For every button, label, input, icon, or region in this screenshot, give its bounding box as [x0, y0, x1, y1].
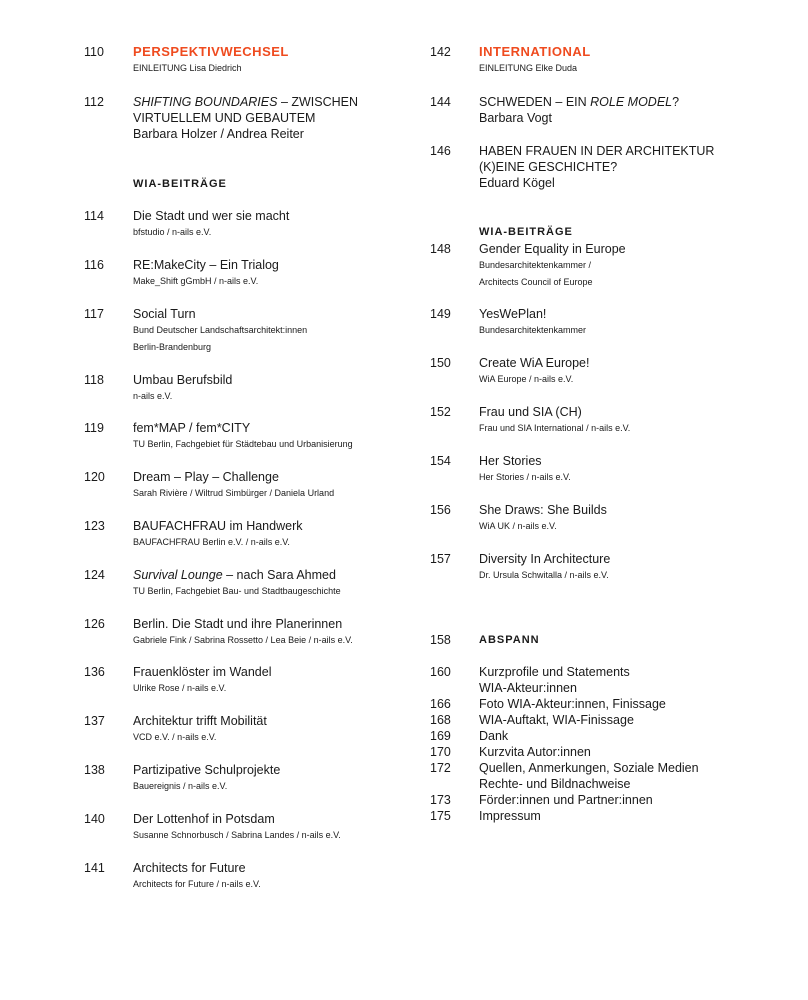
section-title: PERSPEKTIVWECHSEL: [133, 44, 289, 59]
entry-contributor: BAUFACHFRAU Berlin e.V. / n-ails e.V.: [133, 537, 290, 547]
entry-contributor-line2: Architects Council of Europe: [479, 277, 593, 287]
entry-title: SCHWEDEN – EIN ROLE MODEL?: [479, 95, 680, 109]
entry-title: Kurzvita Autor:innen: [479, 745, 591, 759]
entry-title: Social Turn: [133, 307, 196, 321]
entry-title: Diversity In Architecture: [479, 552, 611, 566]
entry-author: Barbara Holzer / Andrea Reiter: [133, 127, 304, 141]
section-intro: EINLEITUNG Elke Duda: [479, 63, 578, 73]
section-title: INTERNATIONAL: [479, 44, 591, 59]
page-number: 149: [430, 307, 451, 321]
page-number: 170: [430, 745, 451, 759]
entry-contributor: Dr. Ursula Schwitalla / n-ails e.V.: [479, 570, 609, 580]
block-heading: ABSPANN: [479, 634, 540, 646]
entry-title: Berlin. Die Stadt und ihre Planerinnen: [133, 617, 343, 631]
page-number: 157: [430, 552, 451, 566]
entry-title: Kurzprofile und Statements: [479, 665, 630, 679]
page-number: 141: [84, 861, 105, 875]
entry-title-line2: VIRTUELLEM UND GEBAUTEM: [133, 111, 316, 125]
entry-contributor: Gabriele Fink / Sabrina Rossetto / Lea Beie / n-ails e.V.: [133, 635, 353, 645]
entry-contributor: Susanne Schnorbusch / Sabrina Landes / n-ails e.V.: [133, 830, 341, 840]
entry-contributor: Her Stories / n-ails e.V.: [479, 472, 571, 482]
entry-title: Foto WIA-Akteur:innen, Finissage: [479, 697, 666, 711]
entry-title: Umbau Berufsbild: [133, 373, 233, 387]
page-number: 156: [430, 503, 451, 517]
page-number: 166: [430, 697, 451, 711]
entry-contributor: Bundesarchitektenkammer: [479, 325, 587, 335]
entry-contributor: TU Berlin, Fachgebiet für Städtebau und Urbanisierung: [133, 439, 353, 449]
page-number: 154: [430, 454, 451, 468]
page-number: 144: [430, 95, 451, 109]
page-number: 160: [430, 665, 451, 679]
page-number: 150: [430, 356, 451, 370]
entry-contributor: bfstudio / n-ails e.V.: [133, 227, 212, 237]
page-number: 119: [84, 421, 104, 435]
entry-contributor: Bundesarchitektenkammer /: [479, 260, 592, 270]
entry-title: Partizipative Schulprojekte: [133, 763, 281, 777]
entry-contributor: n-ails e.V.: [133, 391, 173, 401]
entry-title: Create WiA Europe!: [479, 356, 590, 370]
entry-title: Quellen, Anmerkungen, Soziale Medien: [479, 761, 699, 775]
page-number: 124: [84, 568, 105, 582]
page-number: 114: [84, 209, 104, 223]
page-number: 110: [84, 45, 104, 59]
entry-title: Frauenklöster im Wandel: [133, 665, 272, 679]
page-number: 142: [430, 45, 451, 59]
entry-contributor: Frau und SIA International / n-ails e.V.: [479, 423, 631, 433]
page-number: 120: [84, 470, 105, 484]
entry-title: fem*MAP / fem*CITY: [133, 421, 251, 435]
page-number: 138: [84, 763, 105, 777]
entry-title: BAUFACHFRAU im Handwerk: [133, 519, 303, 533]
section-intro: EINLEITUNG Lisa Diedrich: [133, 63, 242, 73]
entry-contributor: WiA UK / n-ails e.V.: [479, 521, 557, 531]
page-number: 116: [84, 258, 104, 272]
entry-title: Dank: [479, 729, 509, 743]
entry-title: Architects for Future: [133, 861, 246, 875]
page-number: 173: [430, 793, 451, 807]
entry-title: Dream – Play – Challenge: [133, 470, 279, 484]
page-number: 172: [430, 761, 451, 775]
page-number: 175: [430, 809, 451, 823]
page-number: 126: [84, 617, 105, 631]
entry-title: RE:MakeCity – Ein Trialog: [133, 258, 279, 272]
entry-title: Impressum: [479, 809, 541, 823]
entry-title: Rechte- und Bildnachweise: [479, 777, 631, 791]
entry-title: Förder:innen und Partner:innen: [479, 793, 653, 807]
entry-title: HABEN FRAUEN IN DER ARCHITEKTUR: [479, 144, 715, 158]
entry-title-line2: (K)EINE GESCHICHTE?: [479, 160, 618, 174]
page-number: 136: [84, 665, 105, 679]
page-number: 140: [84, 812, 105, 826]
page-number: 152: [430, 405, 451, 419]
entry-contributor: VCD e.V. / n-ails e.V.: [133, 732, 217, 742]
entry-title: Der Lottenhof in Potsdam: [133, 812, 275, 826]
entry-contributor: Sarah Rivière / Wiltrud Simbürger / Daniela Urland: [133, 488, 335, 498]
entry-title: Survival Lounge – nach Sara Ahmed: [133, 568, 336, 582]
page-number: 168: [430, 713, 451, 727]
page-number: 112: [84, 95, 104, 109]
block-heading: WIA-BEITRÄGE: [133, 178, 227, 190]
entry-title: Architektur trifft Mobilität: [133, 714, 267, 728]
entry-title: WIA-Akteur:innen: [479, 681, 577, 695]
entry-contributor: Bauereignis / n-ails e.V.: [133, 781, 228, 791]
page-number: 146: [430, 144, 451, 158]
entry-author: Barbara Vogt: [479, 111, 552, 125]
entry-contributor: Make_Shift gGmbH / n-ails e.V.: [133, 276, 259, 286]
entry-contributor: Bund Deutscher Landschaftsarchitekt:innen: [133, 325, 308, 335]
entry-contributor: TU Berlin, Fachgebiet Bau- und Stadtbaugeschichte: [133, 586, 341, 596]
page-number: 117: [84, 307, 104, 321]
page-number: 169: [430, 729, 451, 743]
page-number: 137: [84, 714, 105, 728]
entry-contributor: WiA Europe / n-ails e.V.: [479, 374, 574, 384]
entry-title: WIA-Auftakt, WIA-Finissage: [479, 713, 634, 727]
entry-contributor: Ulrike Rose / n-ails e.V.: [133, 683, 227, 693]
page-number: 123: [84, 519, 105, 533]
page-number: 158: [430, 633, 451, 647]
entry-title: Die Stadt und wer sie macht: [133, 209, 290, 223]
block-heading: WIA-BEITRÄGE: [479, 226, 573, 238]
entry-title: She Draws: She Builds: [479, 503, 607, 517]
entry-title: Gender Equality in Europe: [479, 242, 626, 256]
entry-title: YesWePlan!: [479, 307, 547, 321]
page-number: 148: [430, 242, 451, 256]
entry-title: SHIFTING BOUNDARIES – ZWISCHEN: [133, 95, 359, 109]
entry-title: Her Stories: [479, 454, 542, 468]
entry-contributor-line2: Berlin-Brandenburg: [133, 342, 212, 352]
entry-author: Eduard Kögel: [479, 176, 555, 190]
page-number: 118: [84, 373, 104, 387]
entry-contributor: Architects for Future / n-ails e.V.: [133, 879, 261, 889]
entry-title: Frau und SIA (CH): [479, 405, 582, 419]
